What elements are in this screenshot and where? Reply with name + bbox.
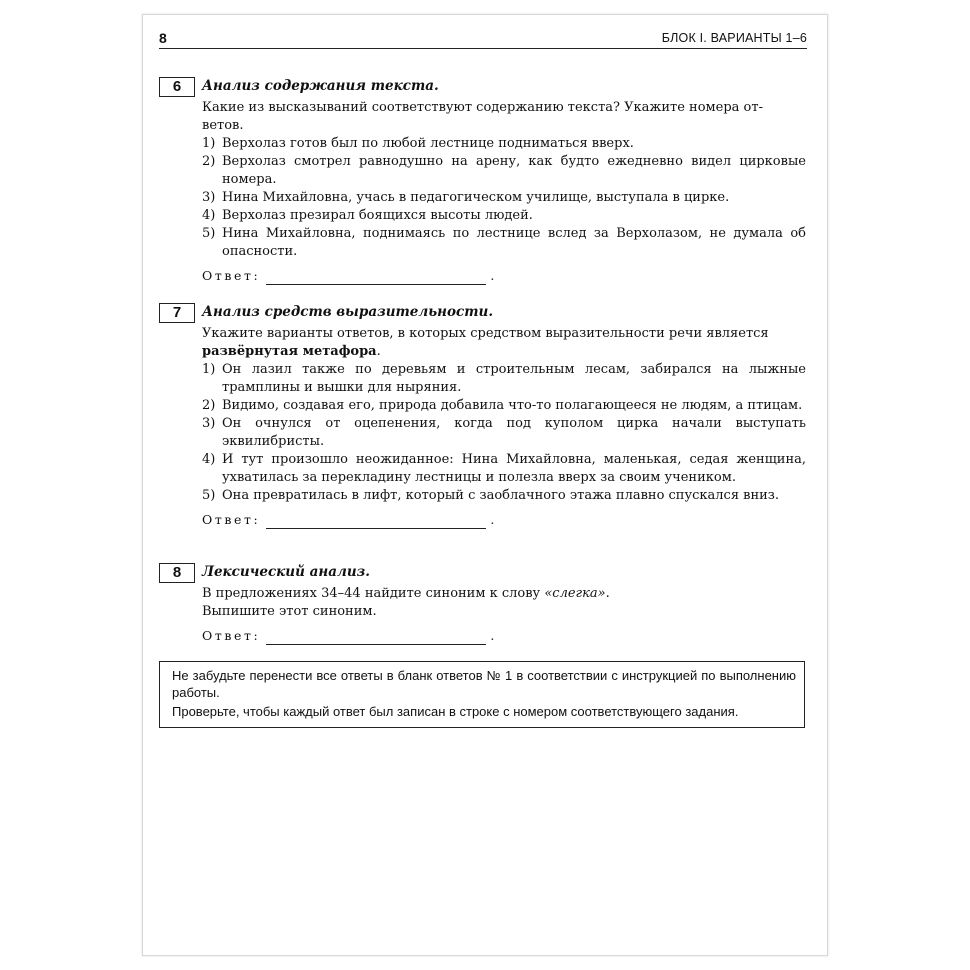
instruction-notice <box>159 661 805 728</box>
option-item: 5) Нина Михайловна, поднимаясь по лестнице вслед за Верхолазом, не думала об опасности. <box>202 226 806 259</box>
option-item: 1) Верхолаз готов был по любой лестнице подниматься вверх. <box>202 136 634 151</box>
answer-row: Ответ: . <box>202 268 495 283</box>
answer-label: Ответ: <box>202 628 261 643</box>
option-item: 2) Верхолаз смотрел равнодушно на арену, как будто ежедневно видел цирковые номера. <box>202 154 806 187</box>
question-text: Укажите варианты ответов, в которых средством выразительности речи является развёрнутая метафора. <box>202 326 769 359</box>
question-text: Какие из высказываний соответствуют содержанию текста? Укажите номера от- ветов. <box>202 100 763 133</box>
question-text: В предложениях 34–44 найдите синоним к слову «слегка». Выпишите этот синоним. <box>202 586 610 619</box>
option-item: 2) Видимо, создавая его, природа добавила что-то полагающееся не людям, а птицам. <box>202 398 803 413</box>
target-word: «слегка» <box>544 586 606 601</box>
task-number-box: 6 <box>159 77 195 97</box>
task-title: Анализ средств выразительности. <box>202 304 494 320</box>
answer-label: Ответ: <box>202 512 261 527</box>
option-item: 3) Он очнулся от оцепенения, когда под куполом цирка начали выступать эквилибристы. <box>202 416 806 449</box>
answer-row: Ответ: . <box>202 512 495 527</box>
page-number: 8 <box>159 30 167 46</box>
answer-blank[interactable] <box>266 272 486 285</box>
task-title: Анализ содержания текста. <box>202 78 439 94</box>
task-body <box>202 585 806 645</box>
notice-paragraph: Не забудьте перенести все ответы в бланк ответов № 1 в соответствии с инструкцией по выполнению работы. <box>172 668 796 700</box>
answer-blank[interactable] <box>266 516 486 529</box>
option-item: 1) Он лазил также по деревьям и строительным лесам, забирался на лыжные трамплины и вышки для ныряния. <box>202 362 806 395</box>
notice-paragraph: Проверьте, чтобы каждый ответ был записан в строке с номером соответствующего задания. <box>172 704 739 719</box>
option-item: 4) Верхолаз презирал боящихся высоты людей. <box>202 208 533 223</box>
option-item: 3) Нина Михайловна, учась в педагогическом училище, выступала в цирке. <box>202 190 730 205</box>
running-title: БЛОК I. ВАРИАНТЫ 1–6 <box>661 31 807 45</box>
task-number-box: 8 <box>159 563 195 583</box>
answer-label: Ответ: <box>202 268 261 283</box>
answer-row: Ответ: . <box>202 628 495 643</box>
option-item: 4) И тут произошло неожиданное: Нина Михайловна, маленькая, седая женщина, ухватилась за перекладину лестницы и полезла вверх за своим учеником. <box>202 452 806 485</box>
page-header <box>159 30 807 49</box>
task-number-box: 7 <box>159 303 195 323</box>
option-item: 5) Она превратилась в лифт, который с заоблачного этажа плавно спускался вниз. <box>202 488 780 503</box>
task-body <box>202 99 806 285</box>
task-body <box>202 325 806 529</box>
task-title: Лексический анализ. <box>202 564 370 580</box>
highlighted-term: развёрнутая метафора <box>202 344 377 359</box>
answer-blank[interactable] <box>266 632 486 645</box>
